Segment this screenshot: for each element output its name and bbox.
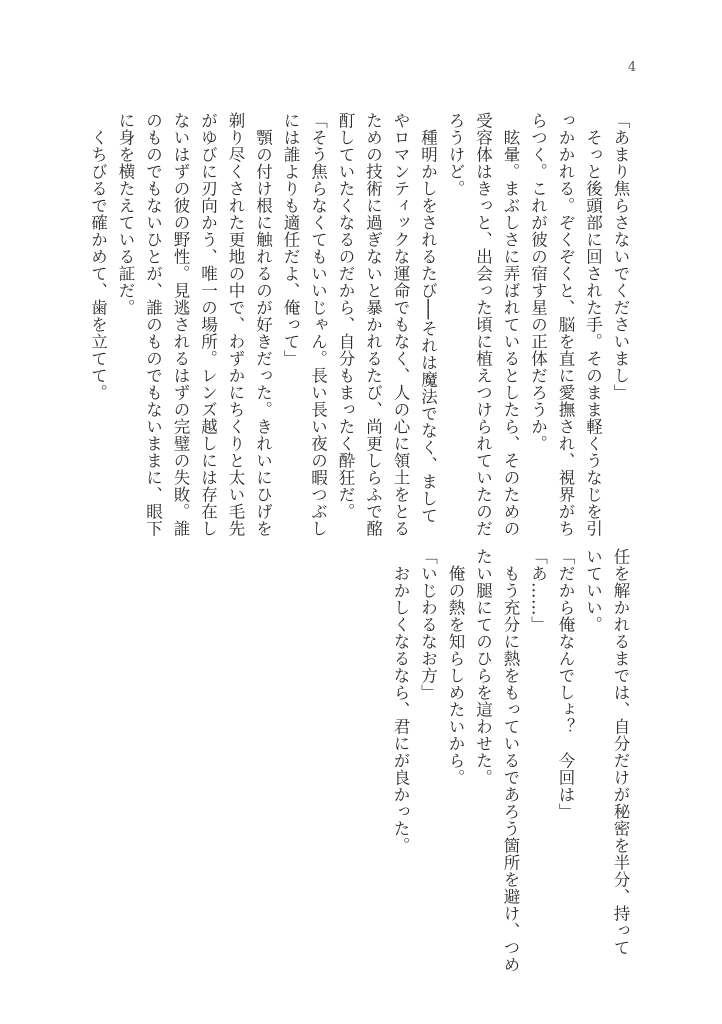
lower-text-block xyxy=(387,548,635,973)
text-line: ための技術に過ぎないと暴かれるたび、尚更しらふで酩 xyxy=(363,112,383,537)
text-line: 「そう焦らなくてもいいじゃん。長い長い夜の暇つぶし xyxy=(308,112,328,537)
text-line: たい腿にてのひらを這わせた。 xyxy=(473,548,493,786)
text-line: のものでもないひとが、誰のものでもないままに、眼下 xyxy=(143,112,163,537)
text-line: 「だから俺なんでしょ？ 今回は」 xyxy=(556,548,575,820)
text-line: がゆびに刃向かう、唯一の場所。レンズ越しには存在し xyxy=(198,112,218,537)
text-line: いていい。 xyxy=(583,548,603,633)
text-line: 「あまり焦らさないでくださいまし」 xyxy=(611,112,630,401)
page-number: 4 xyxy=(627,60,637,75)
text-line: 任を解かれるまでは、自分だけが秘密を半分、持って xyxy=(611,548,630,956)
text-line: 種明かしをされるたび──それは魔法でなく、まして xyxy=(418,112,438,524)
text-line: おかしくなるなら、君にが良かった。 xyxy=(391,548,410,854)
text-line: 受容体はきっと、出会った頃に植えつけられていたのだ xyxy=(473,112,493,537)
text-line: やロマンティックな運命でもなく、人の心に領土をとる xyxy=(391,112,410,537)
text-line: には誰よりも適任だよ、俺って」 xyxy=(281,112,300,367)
text-line: 眩暈。まぶしさに弄ばれているとしたら、そのための xyxy=(501,112,520,537)
text-line: に身を横たえている証だ。 xyxy=(116,112,135,316)
text-line: そっと後頭部に回された手。そのまま軽くうなじを引 xyxy=(583,112,603,537)
text-line: 「あ……」 xyxy=(528,548,548,633)
text-line: くちびるで確かめて、歯を立てて。 xyxy=(88,112,108,401)
text-line: っかかれる。ぞくぞくと、脳を直に愛撫され、視界がち xyxy=(556,112,575,537)
text-line: ないはずの彼の野性。見逃されるはずの完璧の失敗。誰 xyxy=(171,112,190,537)
text-line: 酊していたくなるのだから、自分もまったく酔狂だ。 xyxy=(336,112,355,520)
text-line: 俺の熱を知らしめたいから。 xyxy=(446,548,465,786)
text-line: ろうけど。 xyxy=(446,112,465,197)
text-line: らつく。これが彼の宿す星の正体だろうか。 xyxy=(528,112,548,452)
text-line: 顎の付け根に触れるのが好きだった。きれいにひげを xyxy=(253,112,273,537)
text-line: 「いじわるなお方」 xyxy=(418,548,438,701)
upper-text-block xyxy=(84,112,634,537)
text-line: もう充分に熱をもっているであろう箇所を避け、つめ xyxy=(501,548,520,973)
text-line: 剃り尽くされた更地の中で、わずかにちくりと太い毛先 xyxy=(226,112,245,537)
